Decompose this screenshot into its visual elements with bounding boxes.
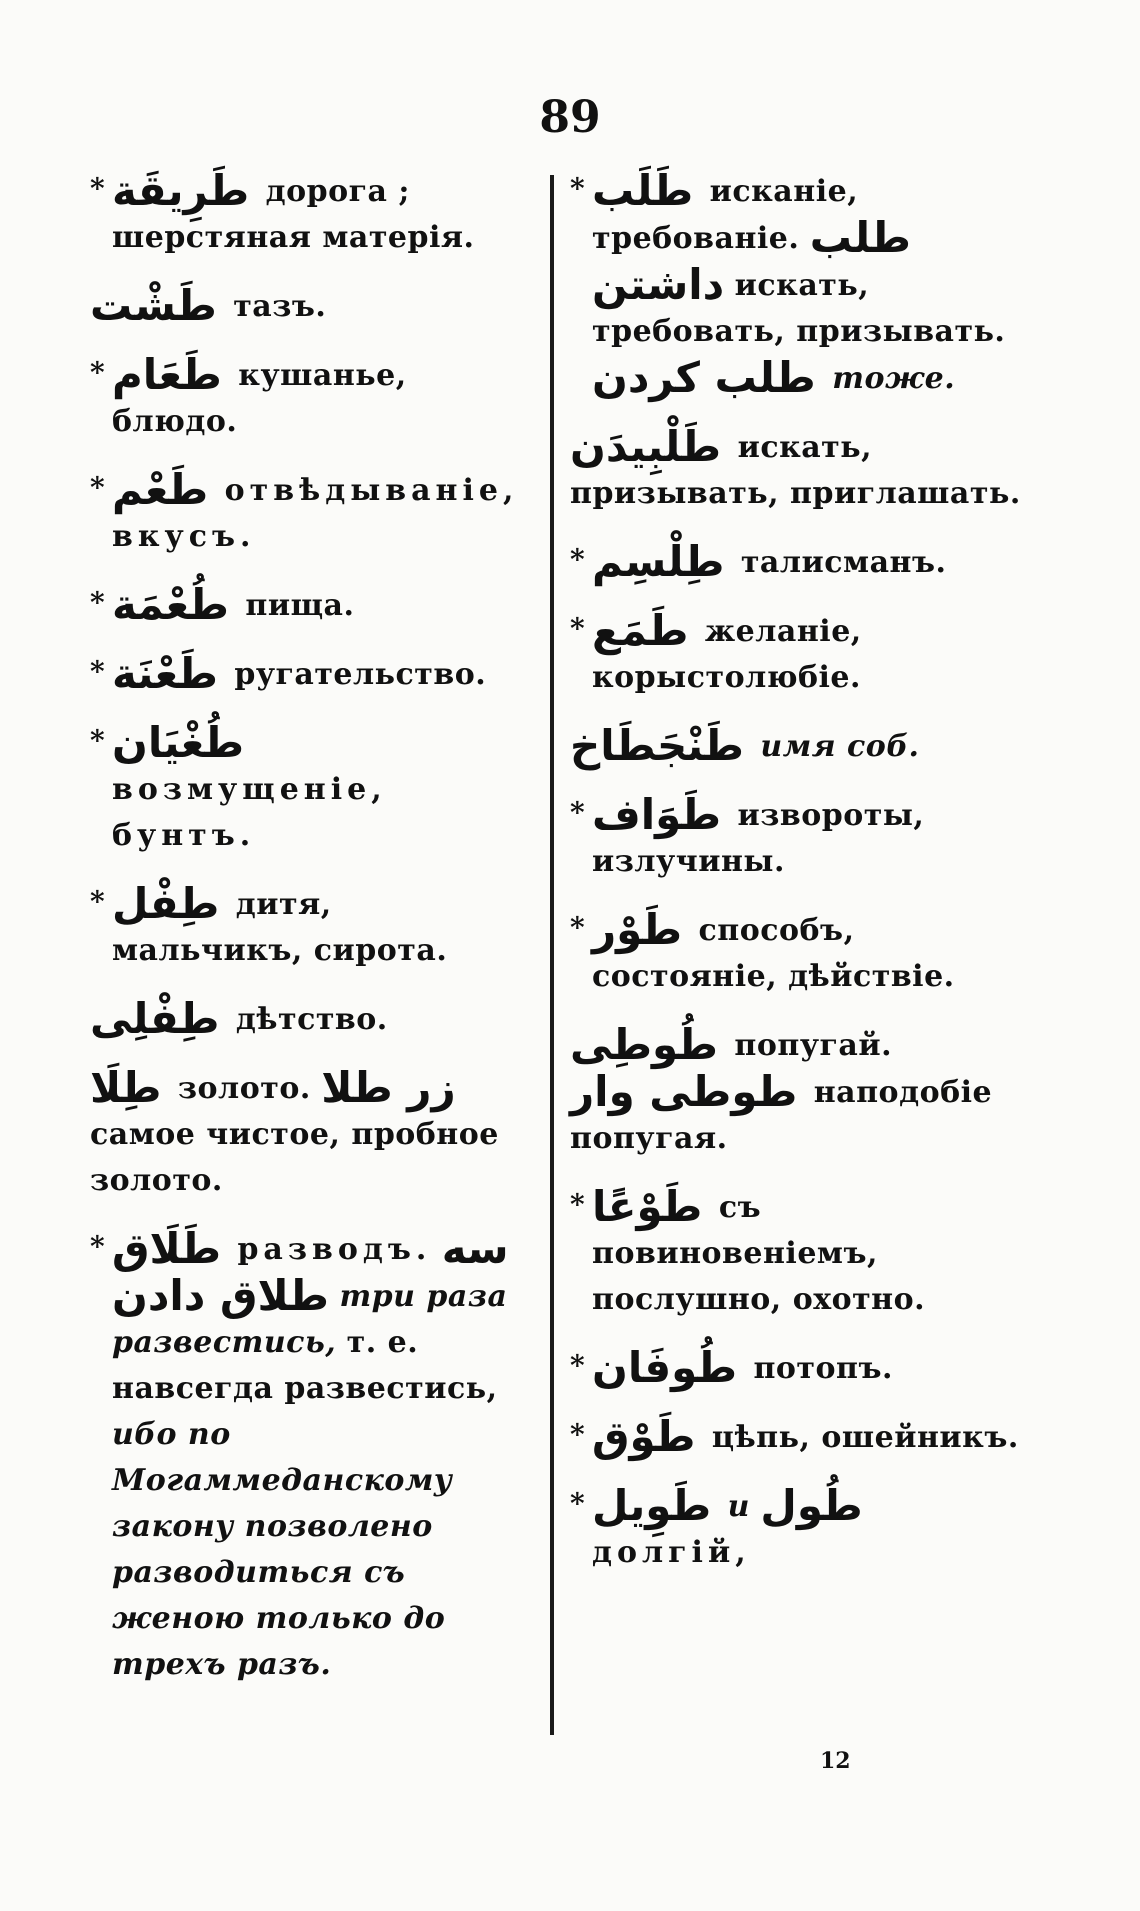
definition: тазъ. [233,289,327,324]
definition: разводъ. [237,1232,432,1267]
dictionary-entry [90,582,530,629]
definition: наподобіе попугая. [570,1075,993,1156]
definition: желаніе, корыстолюбіе. [592,614,862,695]
dictionary-entry [90,467,530,560]
signature-mark: 12 [820,1748,851,1774]
definition: потопъ. [753,1351,893,1386]
arabic-headword: طُغْيَان [112,718,245,767]
definition: извороты, излучины. [592,798,925,879]
definition: долгій, [592,1535,751,1570]
dictionary-entry [570,168,1030,402]
arabic-headword: طَعْم [112,465,209,514]
dictionary-entry [90,352,530,445]
dictionary-entry [570,1483,1030,1576]
definition: талисманъ. [740,545,947,580]
definition: искать, призывать, приглашать. [570,430,1021,511]
definition: попугай. [734,1028,893,1063]
arabic-headword: طُوفَان [592,1343,738,1392]
arabic-headword: طَوَاف [592,790,722,839]
dictionary-entry [570,1414,1030,1461]
dictionary-entry [570,723,1030,770]
arabic-headword: طُوطِى [570,1020,718,1069]
arabic-headword: طِفْل [112,879,220,928]
arabic-headword: طَلْبِيدَن [570,422,722,471]
definition: дитя, мальчикъ, сирота. [112,887,448,968]
definition: золото. [177,1071,311,1106]
arabic-phrase: زر طلا [321,1063,456,1112]
arabic-phrase: طوطى وار [570,1067,798,1116]
dictionary-entry [90,168,530,261]
arabic-headword: طَعْنَة [112,649,218,698]
definition: способъ, состояніе, дѣйствіе. [592,913,955,994]
dictionary-entry [570,792,1030,885]
definition: искать, требовать, призывать. [592,268,1006,349]
arabic-headword: طُعْمَة [112,580,229,629]
arabic-phrase: طلب كردن [592,353,816,402]
arabic-headword: طَرِيقَة [112,166,250,215]
definition: возмущеніе, бунтъ. [112,772,387,853]
dictionary-entry [90,651,530,698]
arabic-headword: طَنْجَطَاخ [570,721,744,770]
arabic-headword: طَوْعًا [592,1182,703,1231]
dictionary-entry [570,1022,1030,1162]
dictionary-entry [570,539,1030,586]
definition: пища. [245,588,355,623]
definition: съ повиновеніемъ, послушно, охотно. [592,1190,926,1317]
dictionary-entry [570,424,1030,517]
arabic-headword: طَوْق [592,1412,696,1461]
dictionary-entry [90,881,530,974]
definition-italic: имя соб. [760,729,920,764]
arabic-headword: طَشْت [90,281,217,330]
arabic-headword: طَوِيل [592,1481,712,1530]
arabic-headword: طَلَاق [112,1224,221,1273]
arabic-headword: طَعَام [112,350,222,399]
arabic-headword: طُول [760,1481,863,1530]
arabic-headword: طَوْر [592,905,683,954]
definition: дорога ; шерстяная матерія. [112,174,475,255]
page-number: 89 [539,92,601,143]
right-column [570,168,1030,1598]
definition-italic: и [727,1489,750,1524]
dictionary-entry [570,1184,1030,1323]
definition: т. е. навсегда развестись, [112,1325,498,1406]
definition-italic: ибо по Могаммеданскому закону позволено разводиться съ женою только до трехъ разъ. [112,1417,453,1682]
arabic-headword: طِلَا [90,1063,162,1112]
dictionary-entry [90,720,530,859]
arabic-headword: طَلَب [592,166,694,215]
definition: дѣтство. [235,1002,388,1037]
left-column [90,168,530,1710]
dictionary-entry [90,996,530,1043]
dictionary-entry [570,1345,1030,1392]
definition-italic: тоже. [832,361,956,396]
dictionary-entry [570,608,1030,701]
column-divider [550,175,554,1735]
definition-italic: три раза развестись, [112,1279,508,1360]
arabic-headword: طِلْسِم [592,537,725,586]
definition: ругательство. [234,657,487,692]
definition: самое чистое, пробное золото. [90,1117,499,1198]
dictionary-entry [570,907,1030,1000]
arabic-headword: طَمَع [592,606,689,655]
arabic-phrase: سه طلاق دادن [112,1224,509,1320]
dictionary-entry [90,283,530,330]
definition: отвѣдываніе, вкусъ. [112,473,519,554]
arabic-phrase: طلب داشتن [592,213,911,309]
dictionary-entry [90,1226,530,1688]
dictionary-entry [90,1065,530,1204]
arabic-headword: طِفْلِى [90,994,220,1043]
definition: кушанье, блюдо. [112,358,407,439]
definition: исканіе, требованіе. [592,174,859,256]
definition: цѣпь, ошейникъ. [711,1420,1019,1455]
